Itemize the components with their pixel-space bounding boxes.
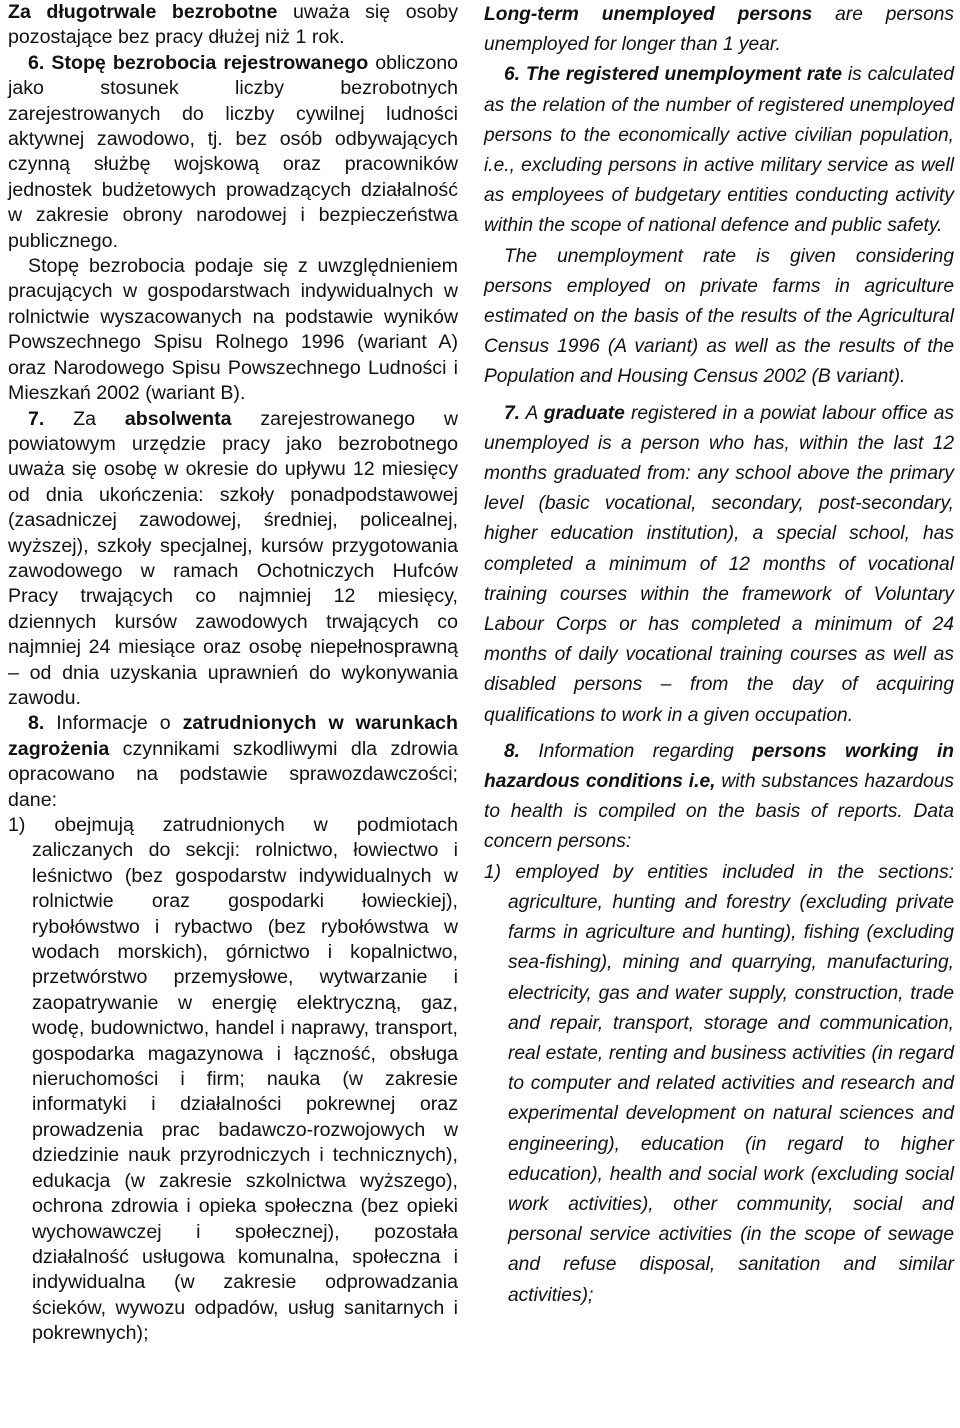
en-text: A [520,402,544,424]
en-section-number: 6. [504,64,521,86]
en-long-term-definition [484,0,954,60]
pl-section-number: 6. [28,51,45,74]
pl-text: zarejestrowanego w powiatowym urzędzie pracy jako bezrobotnego uważa się osobę w okresie do upływu 12 miesięcy od dnia ukończenia: szkoły ponadpodstawowej (zasadniczej zawodowej, średniej, policealnej, wyższej), szkoły specjalnej, kursów przygotowania zawodowego w ramach Ochotniczych Hufców Pracy trwających co najmniej 12 miesięcy, dziennych kursów zawodowych trwających co najmniej 24 miesiące oraz osobę niepełnosprawną – od dnia uzyskania uprawnień do wykonywania zawodu. [8,407,458,709]
pl-unemployment-rate-note: Stopę bezrobocia podaje się z uwzględnieniem pracujących w gospodarstwach indywidualnych w rolnictwie wyszacowanych na podstawie wyników Powszechnego Spisu Rolnego 1996 (wariant A) oraz Narodowego Spisu Powszechnego Ludności i Mieszkań 2002 (wariant B). [8,255,458,405]
en-text: registered in a powiat labour office as unemployed is a person who has, within the last 12 months graduated from: any school above the primary level (basic vocational, secondary, post-secondary, higher education institution), a special school, has completed a minimum of 12 months of vocational training courses within the framework of Voluntary Labour Corps or has completed a minimum of 24 months of daily vocational training courses as well as disabled persons – from the day of acquiring qualifications to work in a given occupation. [484,402,954,726]
en-section-7 [484,399,954,731]
en-section-number: 7. [504,402,521,424]
pl-term: zatrudnionych w warunkach zagrożenia [8,712,459,760]
en-list-item-1: 1) employed by entities included in the sections: agriculture, hunting and forestry (excluding private farms in agriculture and hunting), fishing (excluding sea-fishing), mining and quarrying, manufacturing, electricity, gas and water supply, construction, trade and repair, transport, storage and communication, real estate, renting and business activities (in regard to computer and related activities and research and experimental development on natural sciences and engineering), education (in regard to higher education), health and social work (excluding social work activities), other community, social and personal service activities (in the scope of sewage and refuse disposal, sanitation and similar activities); [484,861,954,1306]
en-term: The registered unemployment rate [520,64,843,86]
pl-term: Za długotrwale bezrobotne [8,1,278,23]
pl-section-8 [8,711,458,813]
en-unemployment-rate-note: The unemployment rate is given considering persons employed on private farms in agriculture estimated on the basis of the results of the Agricultural Census 1996 (A variant) as well as the results of the Population and Housing Census 2002 (B variant). [484,245,954,388]
pl-text: czynnikami szkodliwymi dla zdrowia opracowano na podstawie sprawozdawczości; dane: [8,737,458,811]
pl-section-7 [8,407,458,712]
en-section-8 [484,737,954,858]
pl-text: Za [44,407,125,430]
pl-term: absolwenta [124,407,232,430]
en-term: Long-term unemployed persons [484,4,813,25]
en-term: graduate [543,402,625,424]
pl-long-term-definition [8,0,458,51]
pl-text: obliczono jako stosunek liczby bezrobotnych zarejestrowanych do liczby cywilnej ludności aktywnej zawodowo, tj. bez osób odbywających czynną służbę wojskową oraz pracowników jednostek budżetowych prowadzących działalność w zakresie obrony narodowej i bezpieczeństwa publicznego. [8,51,459,252]
pl-term: Stopę bezrobocia rejestrowanego [44,51,369,74]
en-section-6 [484,60,954,241]
en-section-number: 8. [504,740,521,762]
english-column [484,0,954,1311]
pl-section-6 [8,51,458,254]
pl-section-number: 7. [28,407,45,430]
pl-list-item-1: 1) obejmują zatrudnionych w podmiotach zaliczanych do sekcji: rolnictwo, łowiectwo i leśnictwo (bez gospodarstw indywidualnych w rolnictwie oraz gospodarki łowieckiej), rybołówstwo i rybactwo (bez rybołówstwa w wodach morskich), górnictwo i kopalnictwo, przetwórstwo przemysłowe, wytwarzanie i zaopatrywanie w energię elektryczną, gaz, wodę, budownictwo, handel i naprawy, transport, gospodarka magazynowa i łączność, obsługa nieruchomości i firm; nauka (w zakresie informatyki i działalności pokrewnej oraz prowadzenia prac badawczo-rozwojowych w dziedzinie nauk przyrodniczych i technicznych), edukacja (w zakresie szkolnictwa wyższego), ochrona zdrowia i opieka społeczna (bez opieki wychowawczej i społecznej), pozostała działalność usługowa komunalna, społeczna i indywidualna (w zakresie odprowadzania ścieków, wywozu odpadów, usług sanitarnych i pokrewnych); [8,814,458,1345]
polish-column [8,0,458,1347]
en-text: is calculated as the relation of the number of registered unemployed persons to the economically active civilian population, i.e., excluding persons in active military service as well as employees of budgetary entities conducting activity within the scope of national defence and public safety. [484,64,954,237]
en-text: are persons unemployed for longer than 1 year. [484,4,955,56]
en-text: Information regarding [520,740,753,762]
en-term: persons working in hazardous conditions i.e, [484,740,954,793]
en-text: with substances hazardous to health is compiled on the basis of reports. Data concern persons: [484,771,954,853]
pl-text: Informacje o [44,712,183,735]
pl-section-number: 8. [28,712,45,735]
pl-text: uważa się osoby pozostające bez pracy dłużej niż 1 rok. [8,1,458,49]
